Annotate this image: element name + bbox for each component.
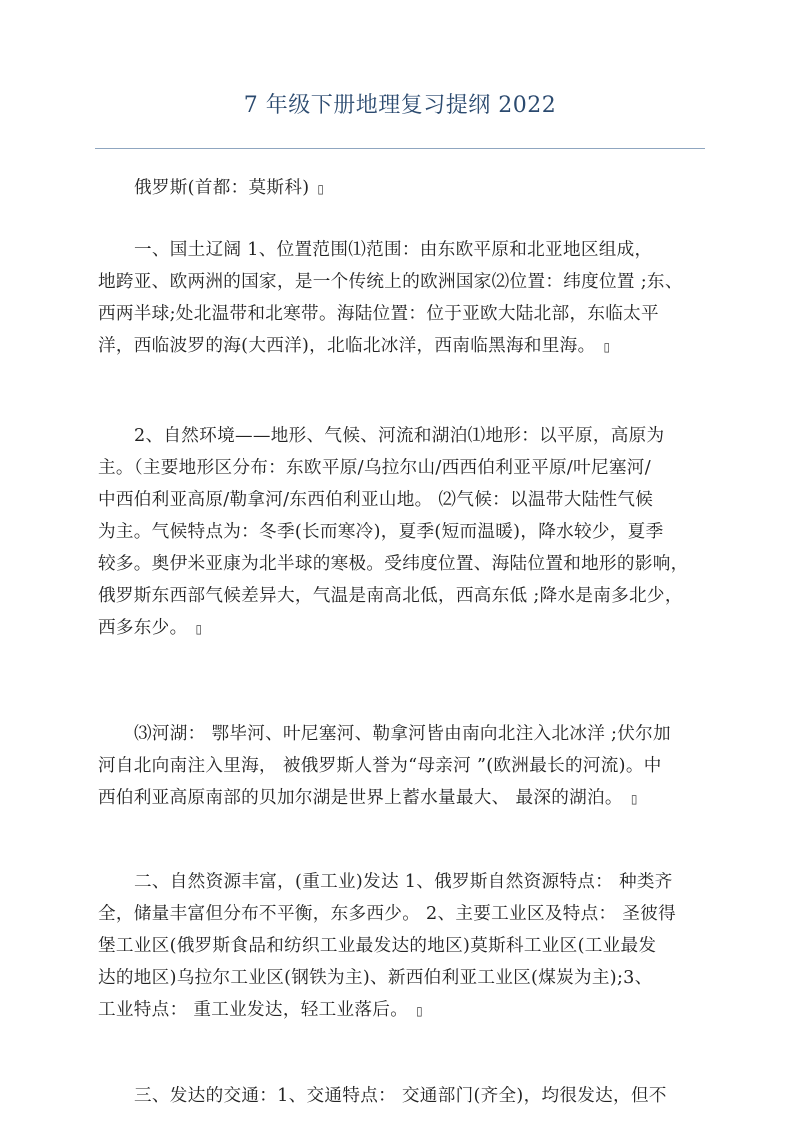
text-line: 达的地区)乌拉尔工业区(钢铁为主)、新西伯利亚工业区(煤炭为主);3、: [98, 968, 653, 988]
paragraph-mark-icon: ▯: [195, 622, 203, 636]
text-line: 主。（主要地形区分布：东欧平原/乌拉尔山/西西伯利亚平原/叶尼塞河/: [98, 458, 651, 478]
text-line: 全，储量丰富但分布不平衡，东多西少。 2、主要工业区及特点： 圣彼得: [98, 904, 676, 924]
text-line: 为主。气候特点为：冬季(长而寒冷)，夏季(短而温暖)，降水较少，夏季: [98, 522, 664, 542]
paragraph-mark-icon: ▯: [603, 340, 611, 354]
text-line: 西伯利亚高原南部的贝加尔湖是世界上蓄水量最大、 最深的湖泊。: [98, 788, 623, 808]
paragraph-mark-icon: ▯: [416, 1004, 423, 1018]
text-line: 三、发达的交通：1、交通特点： 交通部门(齐全)，均很发达，但不: [134, 1086, 667, 1106]
section-heading: [98, 172, 710, 205]
text-line: 地跨亚、欧两洲的国家，是一个传统上的欧洲国家⑵位置：纬度位置 ;东、: [98, 272, 683, 292]
paragraph-resources: [98, 866, 710, 1027]
text-line: 俄罗斯东西部气候差异大，气温是南高北低，西高东低 ;降水是南多北少，: [98, 586, 683, 606]
text-line: 较多。奥伊米亚康为北半球的寒极。受纬度位置、海陆位置和地形的影响，: [98, 554, 689, 574]
title-divider: [95, 148, 705, 149]
text-line: 二、自然资源丰富，(重工业)发达 1、俄罗斯自然资源特点： 种类齐: [134, 872, 673, 892]
document-title: 7 年级下册地理复习提纲 2022: [243, 93, 557, 118]
paragraph-territory: [98, 234, 710, 363]
text-line: 西两半球;处北温带和北寒带。海陆位置：位于亚欧大陆北部，东临太平: [98, 304, 659, 324]
text-line: 2、自然环境——地形、气候、河流和湖泊⑴地形：以平原，高原为: [134, 426, 665, 446]
paragraph-transport: [98, 1080, 710, 1112]
text-line: 洋，西临波罗的海(大西洋)，北临北冰洋，西南临黑海和里海。: [98, 336, 596, 356]
text-line: 河自北向南注入里海， 被俄罗斯人誉为“母亲河 ”(欧洲最长的河流)。中: [98, 756, 662, 776]
text-line: 西多东少。: [98, 618, 188, 638]
text-line: 一、国土辽阔 1、位置范围⑴范围：由东欧平原和北亚地区组成，: [134, 240, 653, 260]
paragraph-mark-icon: ▯: [630, 792, 638, 806]
text-line: ⑶河湖： 鄂毕河、叶尼塞河、勒拿河皆由南向北注入北冰洋 ;伏尔加: [134, 724, 671, 744]
text-line: 中西伯利亚高原/勒拿河/东西伯利亚山地。 ⑵气候：以温带大陆性气候: [98, 490, 654, 510]
heading-text: 俄罗斯(首都：莫斯科): [134, 178, 310, 198]
paragraph-mark-icon: ▯: [317, 182, 325, 196]
text-line: 工业特点： 重工业发达，轻工业落后。: [98, 1000, 409, 1020]
paragraph-rivers: [98, 718, 710, 815]
paragraph-environment: [98, 420, 710, 645]
text-line: 堡工业区(俄罗斯食品和纺织工业最发达的地区)莫斯科工业区(工业最发: [98, 936, 657, 956]
